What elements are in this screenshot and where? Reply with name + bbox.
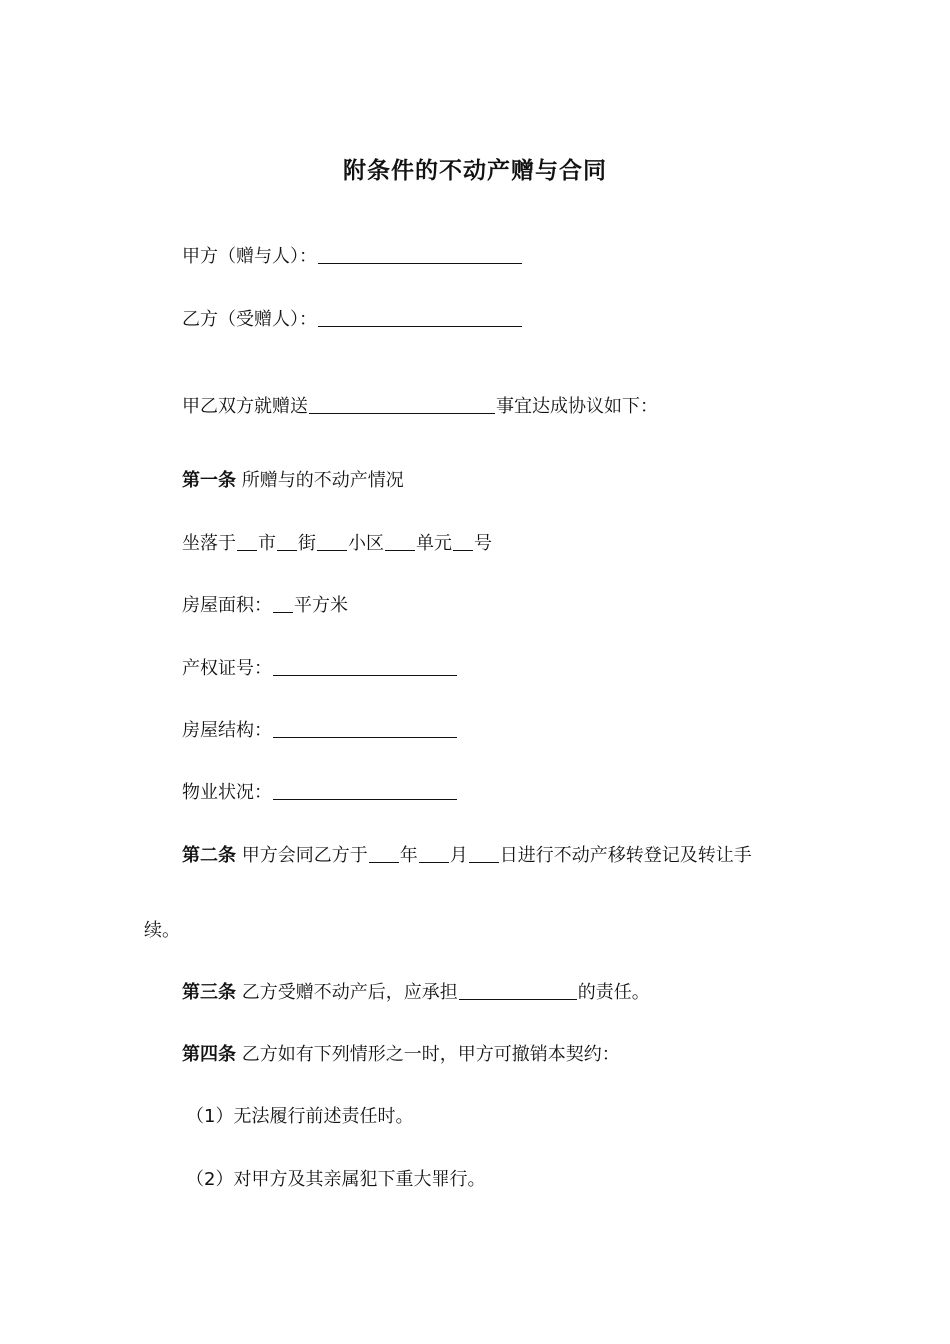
article-4-item-2: （2）对甲方及其亲属犯下重大罪行。 (186, 1169, 486, 1190)
area-blank (273, 594, 293, 613)
article-4-item-1: （1）无法履行前述责任时。 (186, 1106, 414, 1127)
article-2-pre: 甲方会同乙方于 (241, 845, 368, 866)
year-blank (369, 844, 399, 863)
party-b-blank (318, 308, 522, 327)
article-2-continued: 续。 (144, 920, 180, 941)
intro-pre: 甲乙双方就赠送 (182, 396, 308, 417)
structure-label: 房屋结构： (182, 720, 272, 741)
day-blank (469, 844, 499, 863)
structure-line (182, 719, 458, 743)
property-status-line (182, 781, 458, 805)
month-blank (419, 844, 449, 863)
area-line (182, 594, 348, 618)
number-blank (453, 532, 473, 551)
community-label: 小区 (348, 533, 384, 554)
article-3-label: 第三条 (182, 982, 236, 1003)
community-blank (317, 532, 347, 551)
area-unit: 平方米 (294, 595, 348, 616)
responsibility-blank (459, 981, 577, 1000)
gift-item-blank (309, 395, 495, 414)
article-3-line (182, 981, 650, 1005)
intro-line (182, 395, 658, 419)
article-1-heading (182, 469, 404, 493)
location-line (182, 532, 492, 556)
property-status-label: 物业状况： (182, 782, 272, 803)
city-label: 市 (258, 533, 276, 554)
article-4-line (182, 1043, 620, 1067)
location-prefix: 坐落于 (182, 533, 236, 554)
article-3-pre: 乙方受赠不动产后，应承担 (241, 982, 458, 1003)
article-4-text: 乙方如有下列情形之一时，甲方可撤销本契约： (241, 1044, 620, 1065)
party-a-line (182, 245, 523, 269)
article-3-post: 的责任。 (577, 982, 650, 1003)
party-b-line (182, 308, 523, 332)
article-1-text: 所赠与的不动产情况 (241, 470, 404, 491)
number-label: 号 (474, 533, 492, 554)
unit-blank (385, 532, 415, 551)
month-label: 月 (449, 845, 468, 866)
party-b-label: 乙方（受赠人）： (182, 309, 317, 330)
area-label: 房屋面积： (182, 595, 272, 616)
structure-blank (273, 719, 457, 738)
certificate-label: 产权证号： (182, 658, 272, 679)
document-title: 附条件的不动产赠与合同 (343, 158, 607, 184)
unit-label: 单元 (416, 533, 452, 554)
street-blank (277, 532, 297, 551)
certificate-blank (273, 657, 457, 676)
article-2-line (182, 844, 752, 868)
certificate-line (182, 657, 458, 681)
street-label: 街 (298, 533, 316, 554)
party-a-label: 甲方（赠与人）： (182, 246, 317, 267)
year-label: 年 (399, 845, 418, 866)
intro-post: 事宜达成协议如下： (496, 396, 658, 417)
property-status-blank (273, 781, 457, 800)
city-blank (237, 532, 257, 551)
article-2-label: 第二条 (182, 845, 236, 866)
article-2-post: 日进行不动产移转登记及转让手 (499, 845, 752, 866)
article-1-label: 第一条 (182, 470, 236, 491)
party-a-blank (318, 245, 522, 264)
article-4-label: 第四条 (182, 1044, 236, 1065)
